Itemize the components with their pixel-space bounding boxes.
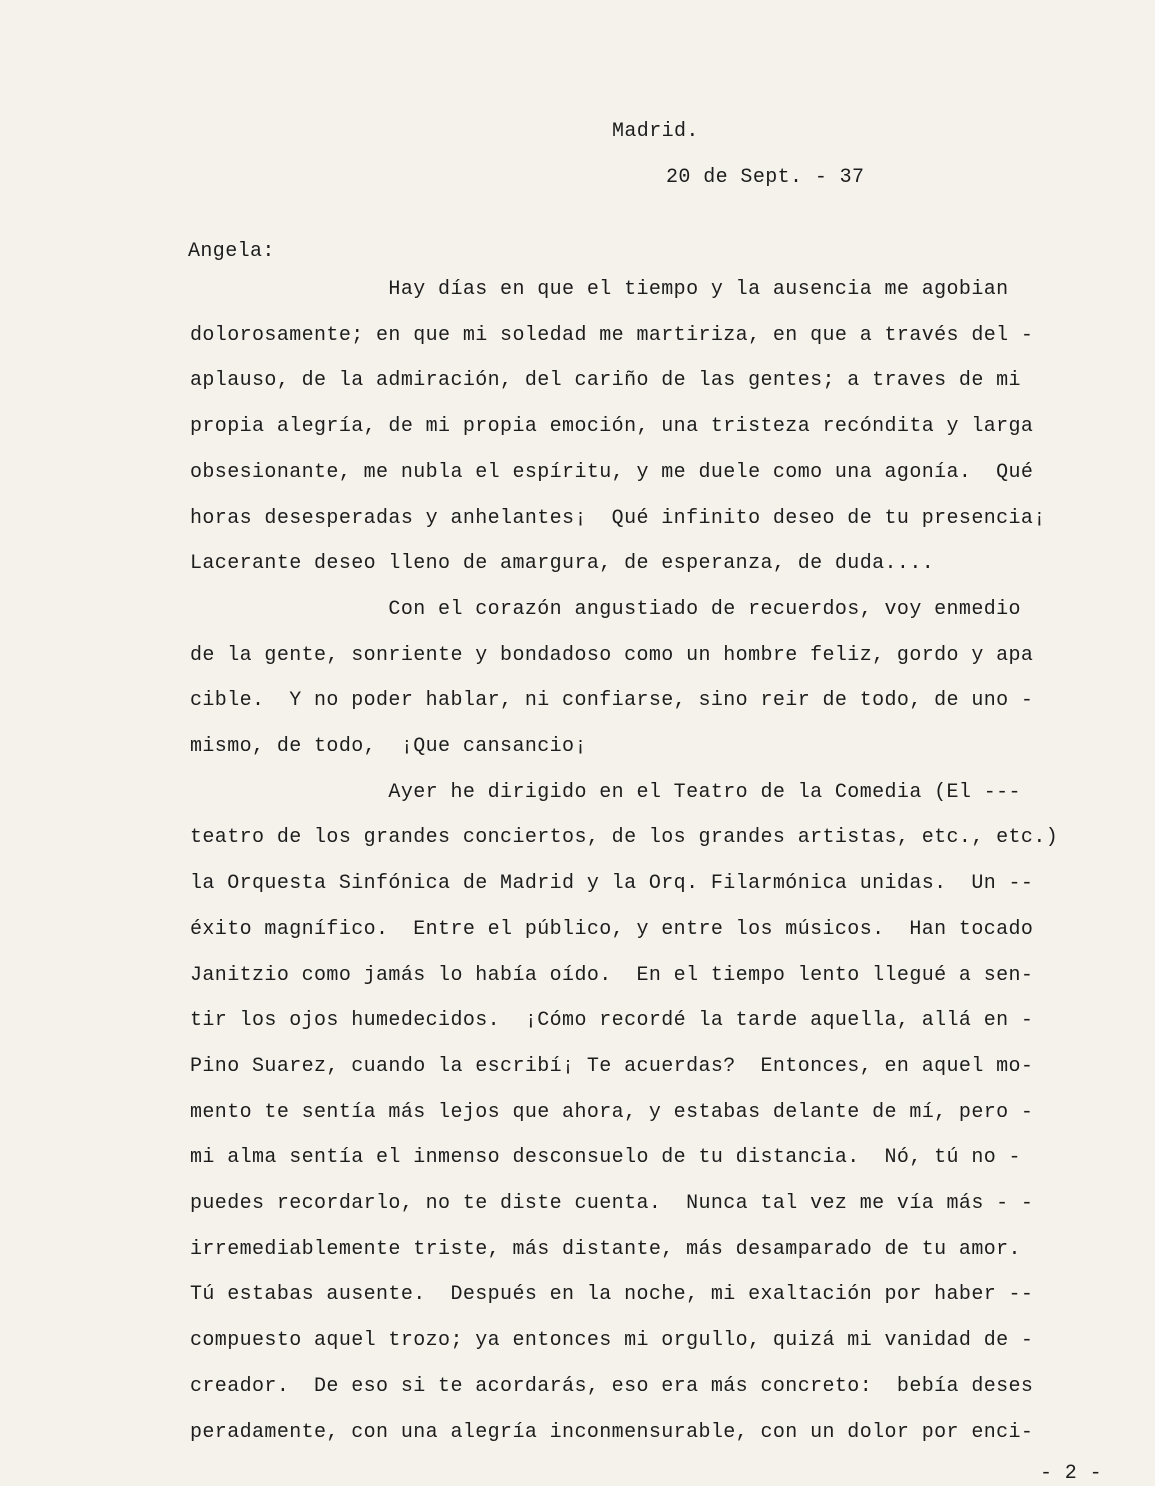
letter-line: compuesto aquel trozo; ya entonces mi orgullo, quizá mi vanidad de - [190,1329,1034,1352]
letter-line: mismo, de todo, ¡Que cansancio¡ [190,735,587,758]
page-number: - 2 - [1040,1462,1103,1485]
letter-salutation: Angela: [188,240,275,263]
letter-line: dolorosamente; en que mi soledad me martiriza, en que a través del - [190,324,1034,347]
letter-line: Lacerante deseo lleno de amargura, de esperanza, de duda.... [190,552,935,575]
letter-line: irremediablemente triste, más distante, más desamparado de tu amor. [190,1238,1021,1261]
letter-line: Ayer he dirigido en el Teatro de la Comedia (El --- [190,781,1021,804]
letter-date: 20 de Sept. - 37 [666,166,865,189]
letter-line: éxito magnífico. Entre el público, y entre los músicos. Han tocado [190,918,1034,941]
letter-line: Con el corazón angustiado de recuerdos, voy enmedio [190,598,1021,621]
letter-line: tir los ojos humedecidos. ¡Cómo recordé la tarde aquella, allá en - [190,1009,1034,1032]
letter-line: la Orquesta Sinfónica de Madrid y la Orq. Filarmónica unidas. Un -- [190,872,1034,895]
letter-line: Tú estabas ausente. Después en la noche, mi exaltación por haber -- [190,1283,1034,1306]
letter-line: Janitzio como jamás lo había oído. En el tiempo lento llegué a sen- [190,964,1034,987]
letter-line: creador. De eso si te acordarás, eso era más concreto: bebía deses [190,1375,1034,1398]
letter-line: cible. Y no poder hablar, ni confiarse, sino reir de todo, de uno - [190,689,1034,712]
letter-line: obsesionante, me nubla el espíritu, y me duele como una agonía. Qué [190,461,1034,484]
letter-line: puedes recordarlo, no te diste cuenta. Nunca tal vez me vía más - - [190,1192,1034,1215]
letter-place: Madrid. [612,120,699,143]
letter-line: horas desesperadas y anhelantes¡ Qué infinito deseo de tu presencia¡ [190,507,1046,530]
letter-line: de la gente, sonriente y bondadoso como un hombre feliz, gordo y apa [190,644,1034,667]
letter-line: mi alma sentía el inmenso desconsuelo de tu distancia. Nó, tú no - [190,1146,1021,1169]
letter-line: Hay días en que el tiempo y la ausencia me agobian [190,278,1009,301]
letter-line: aplauso, de la admiración, del cariño de las gentes; a traves de mi [190,369,1021,392]
letter-line: teatro de los grandes conciertos, de los grandes artistas, etc., etc.) [190,826,1059,849]
letter-line: mento te sentía más lejos que ahora, y estabas delante de mí, pero - [190,1101,1034,1124]
letter-line: propia alegría, de mi propia emoción, una tristeza recóndita y larga [190,415,1034,438]
letter-line: peradamente, con una alegría inconmensurable, con un dolor por enci- [190,1421,1034,1444]
letter-line: Pino Suarez, cuando la escribí¡ Te acuerdas? Entonces, en aquel mo- [190,1055,1034,1078]
